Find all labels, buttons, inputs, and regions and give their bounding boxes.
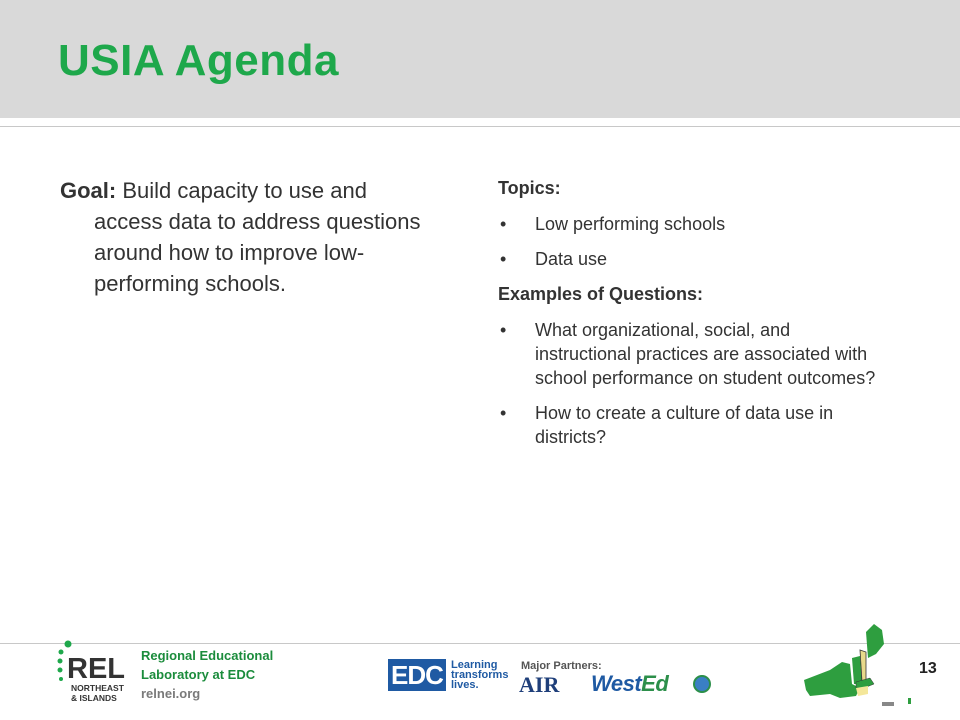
list-item — [498, 212, 888, 236]
wested-logo-part: West — [591, 671, 642, 696]
map-state — [804, 662, 860, 698]
question-item-text: How to create a culture of data use in districts? — [535, 403, 834, 447]
partners-label: Major Partners: — [521, 660, 602, 672]
map-islands — [882, 702, 894, 706]
rel-logo-dot — [58, 659, 63, 664]
header-band — [0, 0, 960, 118]
goal-block — [60, 175, 440, 299]
edc-tag-line: transforms — [451, 669, 509, 681]
edc-logo: EDC — [388, 659, 446, 691]
edc-tag-line: lives. — [451, 679, 479, 691]
bullet-dot-icon: • — [500, 403, 507, 423]
bullet-dot-icon: • — [500, 320, 507, 340]
list-item — [498, 401, 888, 449]
air-logo: AIR — [519, 672, 560, 697]
rel-logo-dot — [65, 641, 72, 648]
bullet-dot-icon: • — [500, 214, 507, 234]
topic-item-text: Data use — [535, 249, 608, 269]
list-item — [498, 247, 888, 271]
edc-tagline — [451, 660, 508, 690]
rel-logo-icon — [56, 638, 132, 710]
rel-url: relnei.org — [141, 686, 201, 701]
rel-logo-dot — [59, 650, 64, 655]
question-item-text: What organizational, social, and instructional practices are associated with school performance on student outcomes? — [535, 320, 876, 388]
rel-logo-sub1: NORTHEAST — [71, 683, 124, 693]
rel-logo-text: REL — [67, 653, 125, 685]
topic-item-text: Low performing schools — [535, 214, 726, 234]
rel-logo-dot — [58, 668, 63, 673]
slide-title: USIA Agenda — [58, 36, 339, 85]
wested-logo — [591, 671, 668, 697]
bullet-dot-icon: • — [500, 249, 507, 269]
map-state — [866, 624, 884, 658]
goal-paragraph — [60, 175, 440, 299]
map-islands — [908, 698, 911, 704]
globe-icon — [693, 675, 711, 693]
topics-block — [498, 176, 888, 460]
rel-line1: Regional Educational — [141, 648, 274, 663]
rel-org-text — [141, 646, 273, 703]
topics-heading: Topics: — [498, 178, 561, 198]
rel-line2: Laboratory at EDC — [141, 667, 256, 682]
questions-heading: Examples of Questions: — [498, 284, 704, 304]
wested-logo-part: Ed — [641, 671, 669, 696]
rel-logo-sub2: & ISLANDS — [71, 693, 117, 703]
list-item — [498, 318, 888, 390]
edc-tag-line: Learning — [451, 659, 498, 671]
header-divider — [0, 126, 960, 127]
northeast-map-icon — [800, 618, 918, 718]
goal-text: Build capacity to use and access data to address questions around how to improve low-performing schools. — [94, 178, 421, 296]
goal-label: Goal: — [60, 178, 117, 203]
rel-logo-dot — [59, 677, 63, 681]
page-number: 13 — [919, 660, 937, 677]
